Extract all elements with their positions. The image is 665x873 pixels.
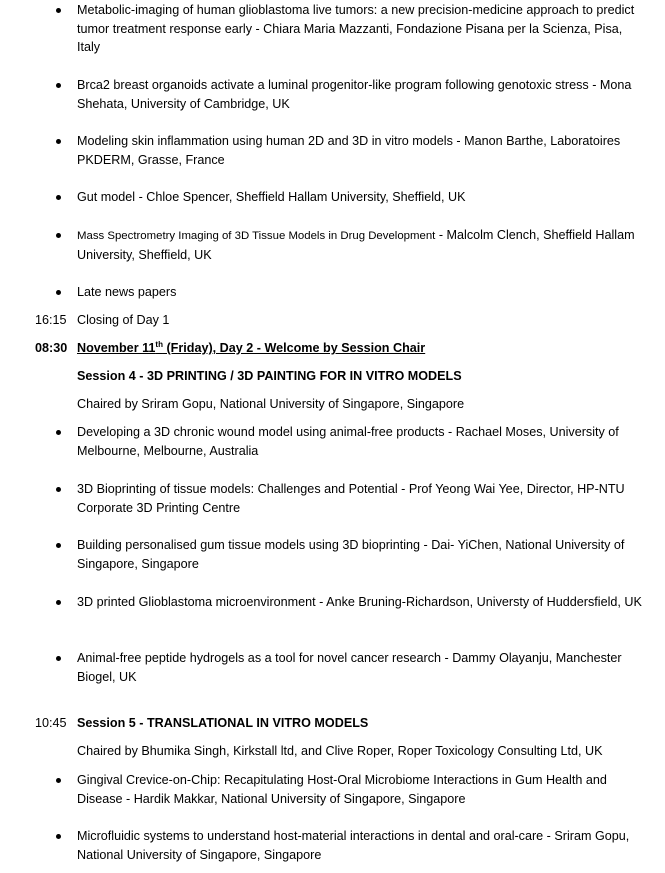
time-label: 08:30 bbox=[35, 341, 68, 355]
list-item bbox=[56, 536, 648, 573]
talk-text: Developing a 3D chronic wound model using animal-free products - Rachael Moses, University of Melbourne, Melbourne, Australia bbox=[77, 425, 619, 458]
list-item bbox=[56, 76, 648, 113]
talk-text: Late news papers bbox=[77, 285, 177, 299]
bullet-icon bbox=[56, 778, 61, 783]
day-heading bbox=[77, 339, 647, 358]
list-item bbox=[56, 593, 648, 612]
talk-text: Modeling skin inflammation using human 2D and 3D in vitro models - Manon Barthe, Laboratoires PKDERM, Grasse, France bbox=[77, 134, 621, 167]
bullet-icon bbox=[56, 290, 61, 295]
list-item bbox=[56, 1, 648, 57]
talk-text: 3D printed Glioblastoma microenvironment - Anke Bruning-Richardson, Universty of Huddersfield, UK bbox=[77, 595, 642, 609]
bullet-icon bbox=[56, 139, 61, 144]
session-title: Session 5 - TRANSLATIONAL IN VITRO MODELS bbox=[77, 716, 369, 730]
bullet-icon bbox=[56, 233, 61, 238]
talk-speaker: - Malcolm Clench, Sheffield Hallam University, Sheffield, UK bbox=[77, 228, 635, 262]
talk-text: Animal-free peptide hydrogels as a tool for novel cancer research - Dammy Olayanju, Manchester Biogel, UK bbox=[77, 651, 622, 684]
list-item bbox=[56, 132, 648, 169]
list-item bbox=[56, 283, 648, 302]
list-item bbox=[56, 771, 648, 808]
bullet-icon bbox=[56, 487, 61, 492]
time-label: 16:15 bbox=[35, 313, 67, 327]
date-suffix: th bbox=[155, 339, 163, 349]
list-item bbox=[56, 423, 648, 460]
list-item bbox=[56, 480, 648, 517]
talk-text: Building personalised gum tissue models using 3D bioprinting - Dai- YiChen, National University of Singapore, Singapore bbox=[77, 538, 625, 571]
talk-text: 3D Bioprinting of tissue models: Challenges and Potential - Prof Yeong Wai Yee, Director, HP-NTU Corporate 3D Printing Centre bbox=[77, 482, 625, 515]
list-item bbox=[56, 188, 648, 207]
list-item bbox=[56, 649, 648, 686]
talk-text: Gingival Crevice-on-Chip: Recapitulating Host-Oral Microbiome Interactions in Gum Health and Disease - Hardik Makkar, National University of Singapore, Singapore bbox=[77, 773, 607, 806]
bullet-icon bbox=[56, 83, 61, 88]
session-chair: Chaired by Bhumika Singh, Kirkstall ltd, and Clive Roper, Roper Toxicology Consulting Ltd, UK bbox=[77, 744, 603, 758]
talk-text: Gut model - Chloe Spencer, Sheffield Hallam University, Sheffield, UK bbox=[77, 190, 466, 204]
bullet-icon bbox=[56, 834, 61, 839]
talk-title: Mass Spectrometry Imaging of 3D Tissue Models in Drug Development bbox=[77, 230, 436, 242]
list-item bbox=[56, 827, 648, 864]
session-chair: Chaired by Sriram Gopu, National University of Singapore, Singapore bbox=[77, 397, 465, 411]
list-item bbox=[56, 226, 648, 264]
talk-text: Metabolic-imaging of human glioblastoma live tumors: a new precision-medicine approach to predict tumor treatment response early - Chiara Maria Mazzanti, Fondazione Pisana per la Scienza, Pisa, Italy bbox=[77, 3, 635, 54]
bullet-icon bbox=[56, 195, 61, 200]
talk-text: Brca2 breast organoids activate a luminal progenitor-like program following genotoxic stress - Mona Shehata, University of Cambridge, UK bbox=[77, 78, 632, 111]
talk-text: Microfluidic systems to understand host-material interactions in dental and oral-care - Sriram Gopu, National University of Singapore, Singapore bbox=[77, 829, 630, 862]
session-title: Session 4 - 3D PRINTING / 3D PAINTING FOR IN VITRO MODELS bbox=[77, 369, 462, 383]
bullet-icon bbox=[56, 8, 61, 13]
talk-text bbox=[56, 226, 648, 264]
bullet-icon bbox=[56, 543, 61, 548]
schedule-text: Closing of Day 1 bbox=[77, 313, 170, 327]
time-label: 10:45 bbox=[35, 716, 67, 730]
day-heading-date: November 11 bbox=[77, 341, 156, 355]
bullet-icon bbox=[56, 430, 61, 435]
bullet-icon bbox=[56, 656, 61, 661]
day-heading-rest: (Friday), Day 2 - Welcome by Session Chair bbox=[162, 341, 426, 355]
bullet-icon bbox=[56, 600, 61, 605]
